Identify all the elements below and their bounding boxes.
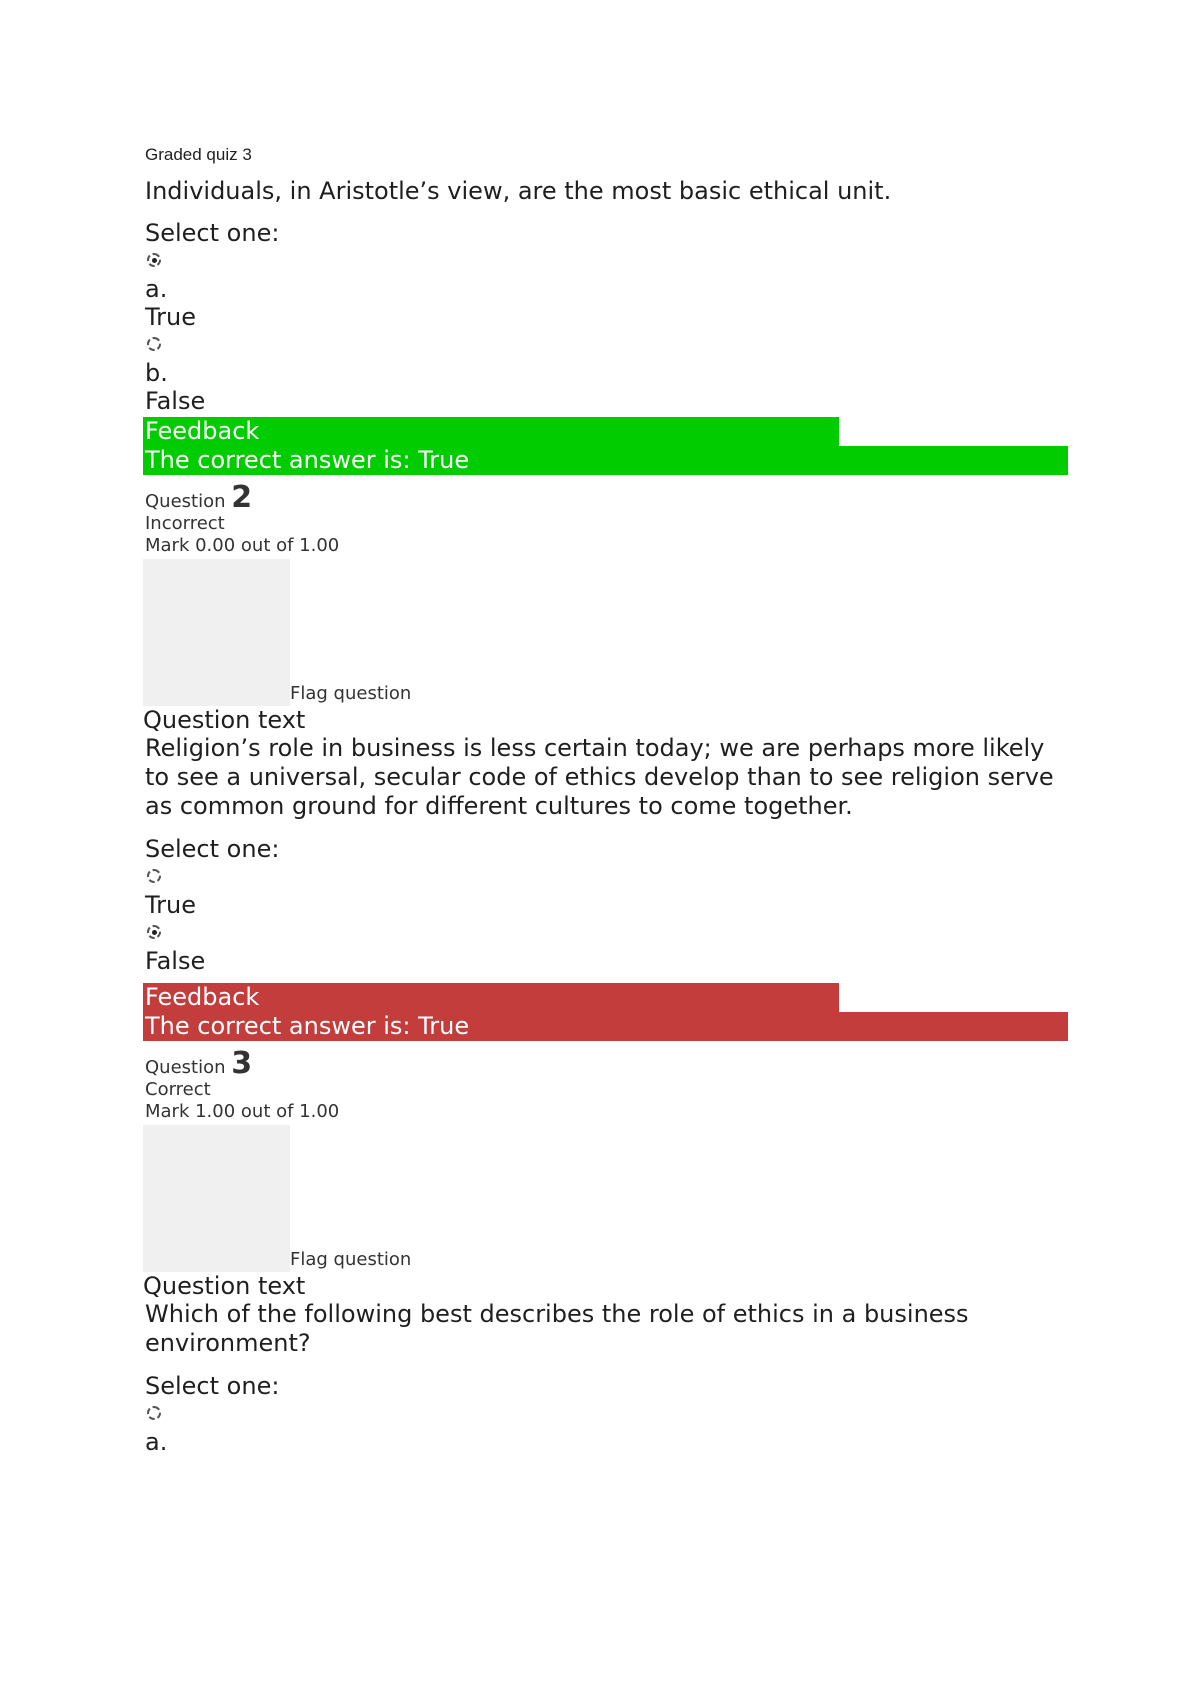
question-3-text: Which of the following best describes the role of ethics in a business environment?	[145, 1300, 969, 1357]
question-1-text: Individuals, in Aristotle’s view, are the most basic ethical unit.	[145, 177, 892, 205]
feedback-title: Feedback	[143, 983, 839, 1012]
radio-q3-option-a[interactable]	[147, 1406, 161, 1420]
question-text-heading: Question text	[143, 706, 306, 734]
flag-question-control[interactable]	[145, 559, 1075, 706]
question-2	[143, 480, 1075, 1041]
question-label: Question	[145, 1057, 226, 1078]
radio-q2-option-true[interactable]	[147, 869, 161, 883]
feedback-incorrect	[143, 983, 1075, 1041]
feedback-title: Feedback	[143, 417, 839, 446]
question-label: Question	[145, 491, 226, 512]
select-one-label: Select one:	[145, 219, 280, 247]
question-text-heading: Question text	[143, 1272, 306, 1300]
quiz-page	[145, 145, 1075, 1456]
option-letter: a.	[145, 275, 168, 303]
feedback-text: The correct answer is: True	[143, 1012, 1068, 1041]
flag-question-label[interactable]: Flag question	[290, 1249, 412, 1270]
question-number: 3	[231, 1046, 253, 1081]
flag-icon[interactable]	[143, 1125, 290, 1272]
option-label: False	[145, 947, 206, 975]
question-status: Correct	[145, 1079, 211, 1100]
question-number: 2	[231, 480, 253, 515]
option-letter: b.	[145, 359, 168, 387]
radio-q1-option-a[interactable]	[147, 253, 161, 267]
feedback-correct	[143, 417, 1075, 475]
option-letter: a.	[145, 1428, 168, 1456]
document-title: Graded quiz 3	[145, 145, 252, 164]
question-3	[143, 1046, 1075, 1456]
select-one-label: Select one:	[145, 1372, 280, 1400]
option-label: True	[145, 891, 196, 919]
question-mark: Mark 1.00 out of 1.00	[145, 1101, 340, 1122]
question-info	[145, 1046, 1075, 1123]
question-status: Incorrect	[145, 513, 225, 534]
question-mark: Mark 0.00 out of 1.00	[145, 535, 340, 556]
radio-q1-option-b[interactable]	[147, 337, 161, 351]
flag-icon[interactable]	[143, 559, 290, 706]
radio-q2-option-false[interactable]	[147, 925, 161, 939]
flag-question-label[interactable]: Flag question	[290, 683, 412, 704]
option-label: True	[145, 303, 196, 331]
question-info	[145, 480, 1075, 557]
question-1	[145, 177, 1075, 475]
feedback-text: The correct answer is: True	[143, 446, 1068, 475]
flag-question-control[interactable]	[145, 1125, 1075, 1272]
option-label: False	[145, 387, 206, 415]
select-one-label: Select one:	[145, 835, 280, 863]
question-2-text: Religion’s role in business is less certain today; we are perhaps more likely to see a universal, secular code of ethics develop than to see religion serve as common ground for different cultures to come together.	[145, 734, 1054, 820]
